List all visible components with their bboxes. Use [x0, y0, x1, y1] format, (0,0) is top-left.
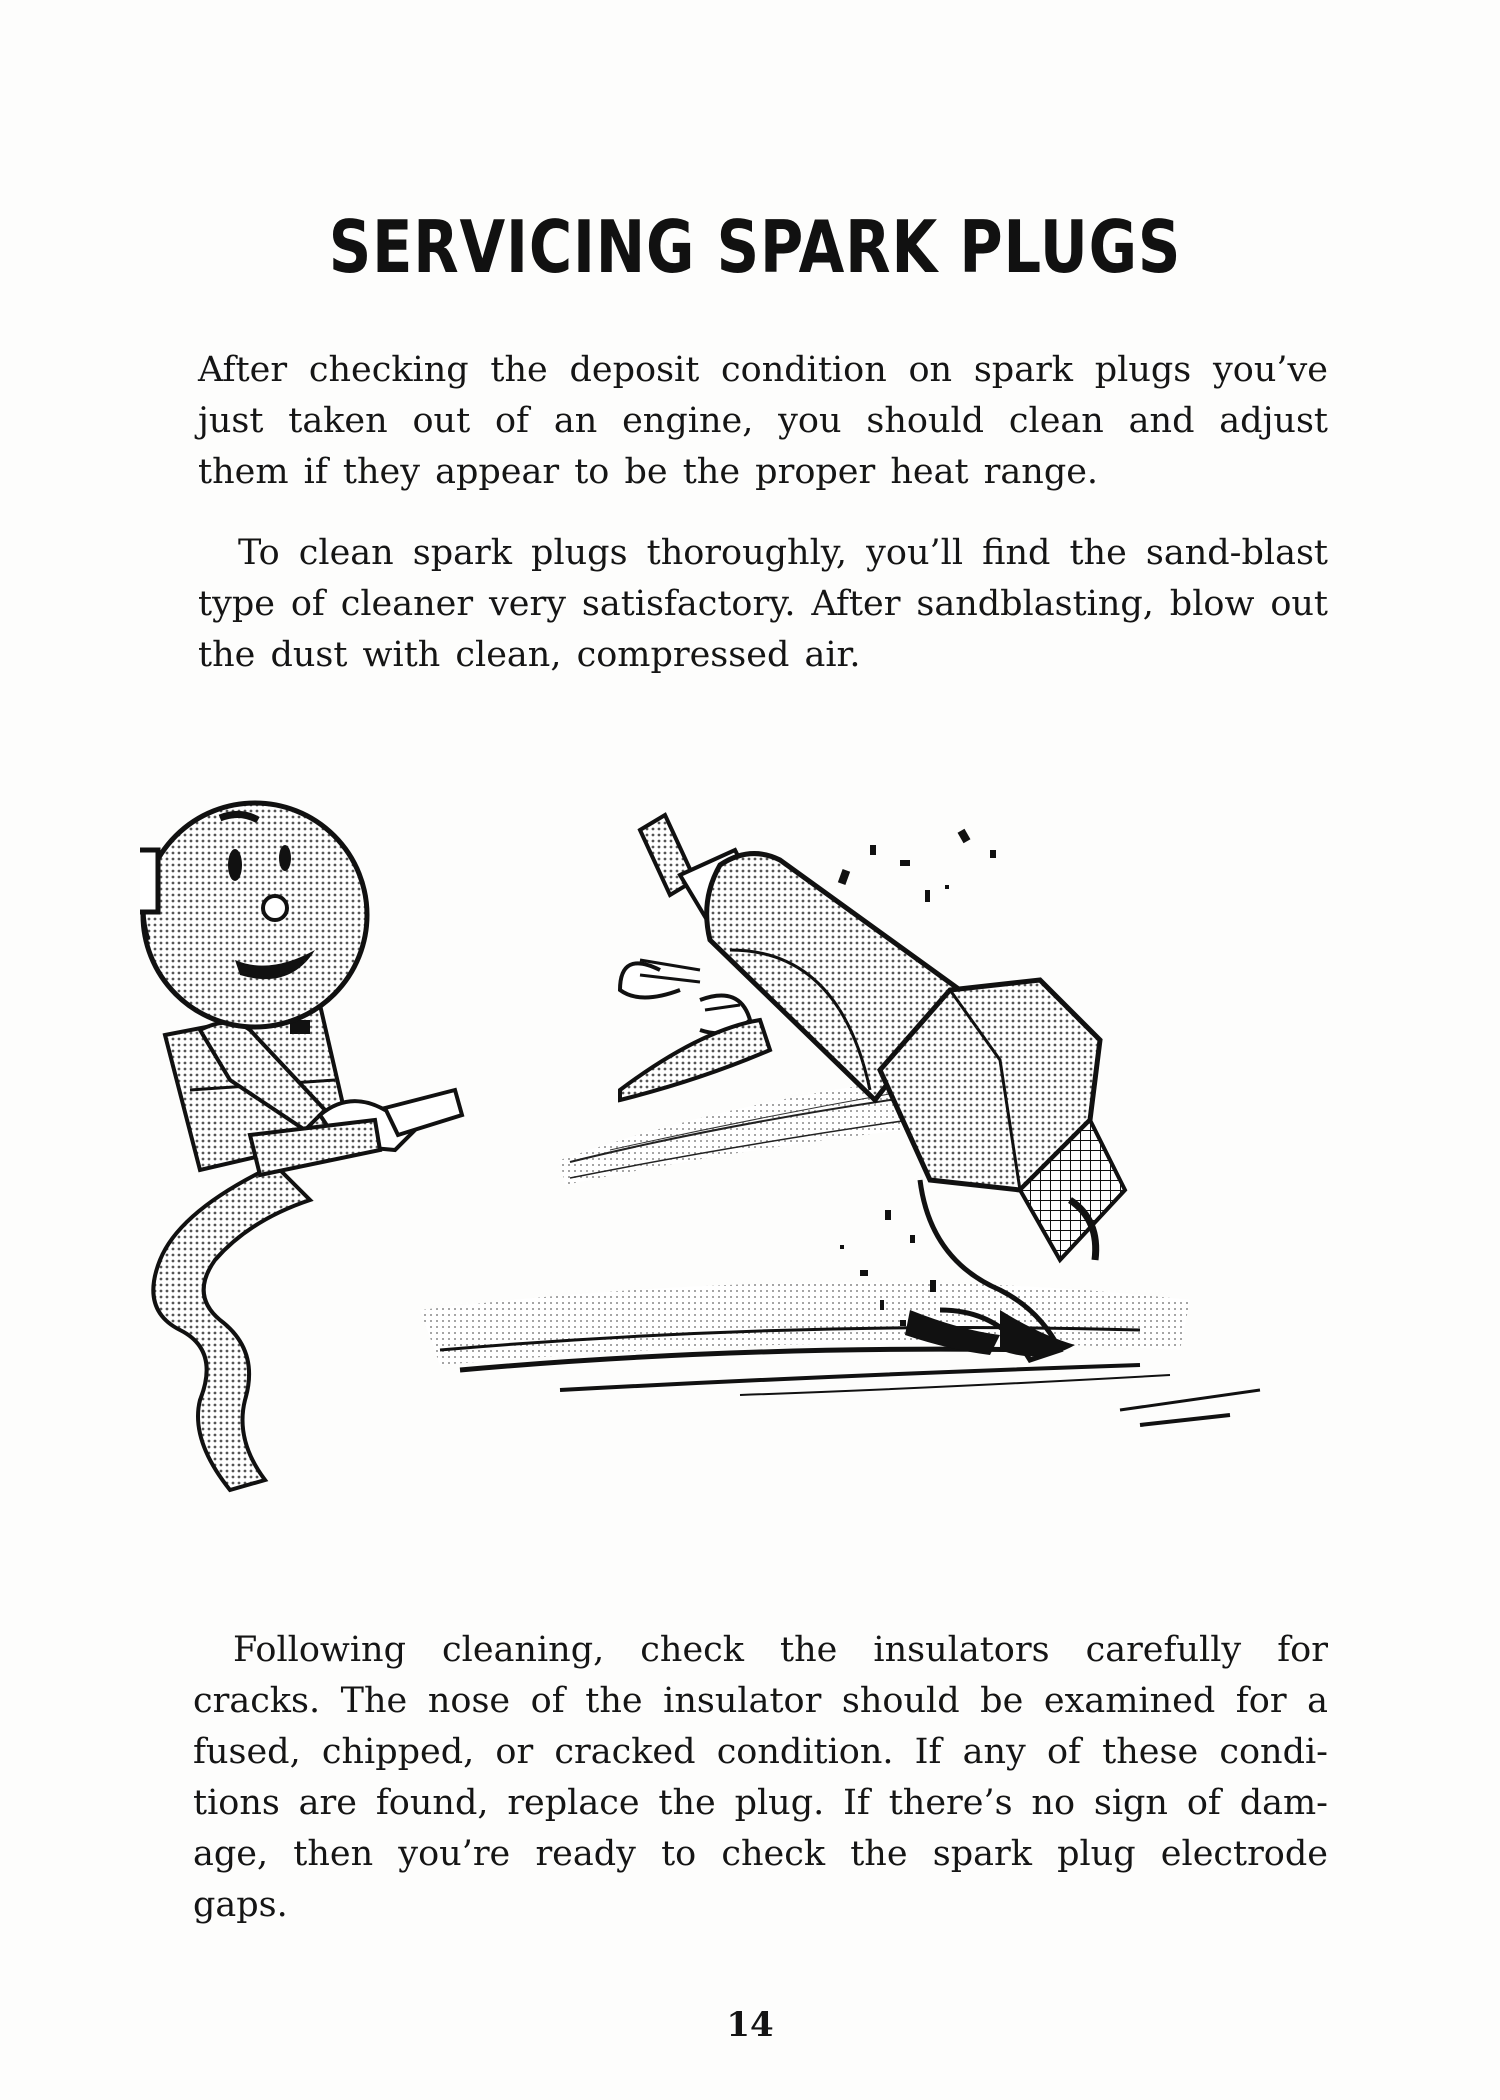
cartoon-sandblast-illustration-icon — [140, 790, 1380, 1530]
inspection-paragraph: Following cleaning, check the insulators carefully for cracks. The nose of the insulator should be examined for a fused, chipped, or cracked condition. If any of these condi-tions are found, replace the plug. If there’s no sign of dam-age, then you’re ready to check the spark plug electrode gaps. — [193, 1630, 1328, 1925]
spark-plug-character — [620, 815, 1125, 1360]
spray-character — [140, 803, 462, 1490]
page-title: SERVICING SPARK PLUGS — [328, 205, 1182, 289]
cleaning-paragraph: To clean spark plugs thoroughly, you’ll find the sand-blast type of cleaner very satisfactory. After sandblasting, blow out the dust with clean, compressed air. — [198, 533, 1328, 675]
ground-shadow — [420, 1282, 1260, 1425]
page-number: 14 — [726, 2005, 774, 2045]
intro-paragraph: After checking the deposit condition on spark plugs you’ve just taken out of an engine, you should clean and adjust them if they appear to be the proper heat range. — [198, 350, 1328, 492]
